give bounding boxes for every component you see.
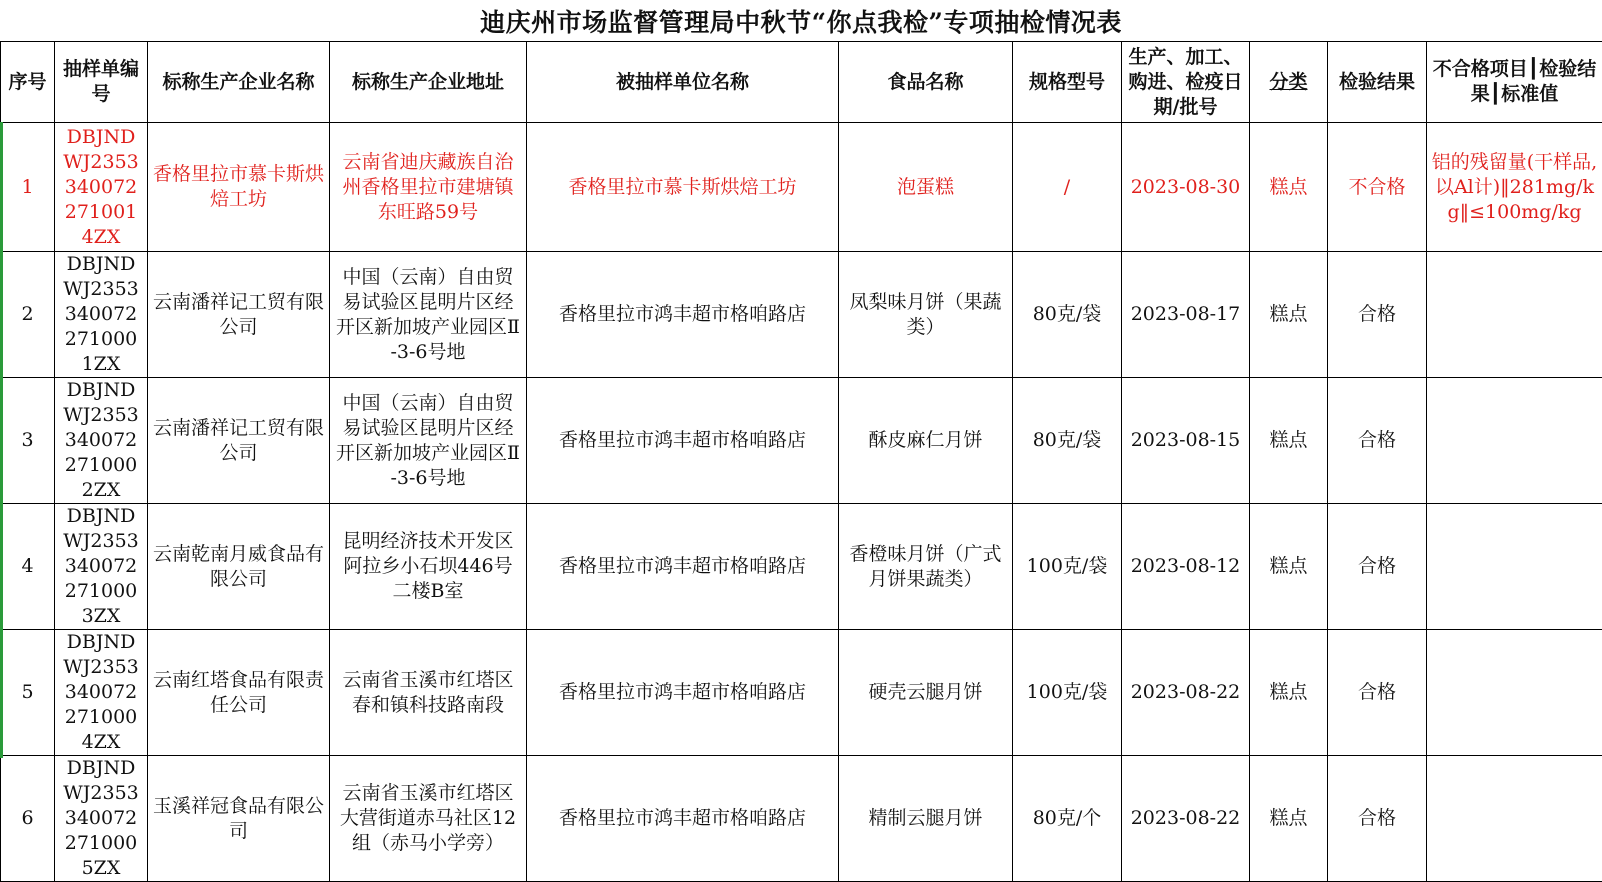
header-result: 检验结果: [1328, 42, 1427, 123]
cell-date: 2023-08-12: [1122, 504, 1250, 630]
cell-fail-item: [1427, 630, 1602, 756]
table-header-row: [1, 42, 1602, 123]
cell-seq: 6: [1, 756, 55, 882]
cell-seq: 3: [1, 378, 55, 504]
cell-date: 2023-08-17: [1122, 252, 1250, 378]
cell-sample-no: DBJNDWJ23533400722710014ZX: [55, 123, 148, 252]
cell-mfr-addr: 云南省玉溪市红塔区春和镇科技路南段: [330, 630, 527, 756]
cell-seq: 1: [1, 123, 55, 252]
header-sampled-unit: 被抽样单位名称: [527, 42, 839, 123]
cell-mfr-addr: 云南省玉溪市红塔区大营街道赤马社区12组（赤马小学旁）: [330, 756, 527, 882]
cell-fail-item: 铝的残留量(干样品,以Al计)‖281mg/kg‖≤100mg/kg: [1427, 123, 1602, 252]
cell-spec: 100克/袋: [1013, 630, 1122, 756]
cell-mfr-addr: 云南省迪庆藏族自治州香格里拉市建塘镇东旺路59号: [330, 123, 527, 252]
header-spec: 规格型号: [1013, 42, 1122, 123]
cell-category: 糕点: [1250, 756, 1328, 882]
table-row: [1, 756, 1602, 882]
cell-mfr-addr: 中国（云南）自由贸易试验区昆明片区经开区新加坡产业园区Ⅱ-3-6号地: [330, 252, 527, 378]
cell-sampled-unit: 香格里拉市慕卡斯烘焙工坊: [527, 123, 839, 252]
cell-food-name: 酥皮麻仁月饼: [839, 378, 1013, 504]
cell-mfr-name: 云南乾南月威食品有限公司: [148, 504, 330, 630]
cell-spec: 80克/袋: [1013, 378, 1122, 504]
cell-sample-no: DBJNDWJ23533400722710005ZX: [55, 756, 148, 882]
cell-mfr-addr: 中国（云南）自由贸易试验区昆明片区经开区新加坡产业园区Ⅱ-3-6号地: [330, 378, 527, 504]
cell-date: 2023-08-30: [1122, 123, 1250, 252]
cell-category: 糕点: [1250, 123, 1328, 252]
cell-fail-item: [1427, 378, 1602, 504]
header-food-name: 食品名称: [839, 42, 1013, 123]
header-fail-item: 不合格项目┃检验结果┃标准值: [1427, 42, 1602, 123]
cell-mfr-name: 云南潘祥记工贸有限公司: [148, 252, 330, 378]
inspection-table: [0, 41, 1602, 882]
cell-date: 2023-08-15: [1122, 378, 1250, 504]
cell-sampled-unit: 香格里拉市鸿丰超市格咱路店: [527, 252, 839, 378]
cell-spec: /: [1013, 123, 1122, 252]
cell-fail-item: [1427, 756, 1602, 882]
cell-date: 2023-08-22: [1122, 756, 1250, 882]
cell-food-name: 泡蛋糕: [839, 123, 1013, 252]
cell-category: 糕点: [1250, 252, 1328, 378]
cell-result: 合格: [1328, 378, 1427, 504]
cell-sample-no: DBJNDWJ23533400722710004ZX: [55, 630, 148, 756]
cell-result: 合格: [1328, 252, 1427, 378]
header-sample-no: 抽样单编号: [55, 42, 148, 123]
table-row: [1, 504, 1602, 630]
cell-seq: 2: [1, 252, 55, 378]
cell-spec: 100克/袋: [1013, 504, 1122, 630]
cell-category: 糕点: [1250, 630, 1328, 756]
header-category: 分类: [1250, 42, 1328, 123]
table-row: [1, 378, 1602, 504]
cell-result: 合格: [1328, 504, 1427, 630]
cell-sampled-unit: 香格里拉市鸿丰超市格咱路店: [527, 504, 839, 630]
cell-spec: 80克/个: [1013, 756, 1122, 882]
cell-result: 合格: [1328, 630, 1427, 756]
cell-result: 不合格: [1328, 123, 1427, 252]
header-mfr-name: 标称生产企业名称: [148, 42, 330, 123]
cell-seq: 4: [1, 504, 55, 630]
cell-mfr-name: 香格里拉市慕卡斯烘焙工坊: [148, 123, 330, 252]
cell-food-name: 凤梨味月饼（果蔬类）: [839, 252, 1013, 378]
cell-food-name: 精制云腿月饼: [839, 756, 1013, 882]
cell-mfr-name: 玉溪祥冠食品有限公司: [148, 756, 330, 882]
cell-seq: 5: [1, 630, 55, 756]
row-edge-marker: [0, 122, 3, 758]
header-mfr-addr: 标称生产企业地址: [330, 42, 527, 123]
table-row: [1, 630, 1602, 756]
cell-mfr-name: 云南潘祥记工贸有限公司: [148, 378, 330, 504]
cell-food-name: 硬壳云腿月饼: [839, 630, 1013, 756]
cell-mfr-addr: 昆明经济技术开发区阿拉乡小石坝446号二楼B室: [330, 504, 527, 630]
table-row: [1, 123, 1602, 252]
cell-fail-item: [1427, 252, 1602, 378]
page-title: 迪庆州市场监督管理局中秋节“你点我检”专项抽检情况表: [0, 0, 1602, 41]
cell-spec: 80克/袋: [1013, 252, 1122, 378]
cell-sampled-unit: 香格里拉市鸿丰超市格咱路店: [527, 630, 839, 756]
cell-food-name: 香橙味月饼（广式月饼果蔬类）: [839, 504, 1013, 630]
cell-sampled-unit: 香格里拉市鸿丰超市格咱路店: [527, 378, 839, 504]
cell-fail-item: [1427, 504, 1602, 630]
cell-mfr-name: 云南红塔食品有限责任公司: [148, 630, 330, 756]
table-row: [1, 252, 1602, 378]
cell-sample-no: DBJNDWJ23533400722710003ZX: [55, 504, 148, 630]
cell-category: 糕点: [1250, 378, 1328, 504]
header-date: 生产、加工、购进、检疫日期/批号: [1122, 42, 1250, 123]
cell-sample-no: DBJNDWJ23533400722710001ZX: [55, 252, 148, 378]
cell-date: 2023-08-22: [1122, 630, 1250, 756]
cell-category: 糕点: [1250, 504, 1328, 630]
cell-sample-no: DBJNDWJ23533400722710002ZX: [55, 378, 148, 504]
cell-result: 合格: [1328, 756, 1427, 882]
cell-sampled-unit: 香格里拉市鸿丰超市格咱路店: [527, 756, 839, 882]
header-seq: 序号: [1, 42, 55, 123]
